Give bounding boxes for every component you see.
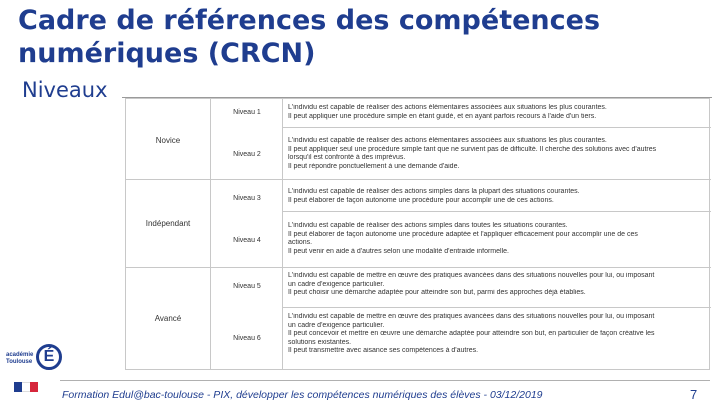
column-divider bbox=[210, 99, 211, 369]
description-line: actions. bbox=[288, 239, 313, 247]
level-description bbox=[288, 188, 706, 205]
row-divider bbox=[126, 267, 711, 268]
row-divider bbox=[282, 127, 711, 128]
level-label: Niveau 2 bbox=[233, 151, 261, 158]
level-description bbox=[288, 313, 706, 356]
level-description bbox=[288, 272, 706, 298]
level-description bbox=[288, 104, 706, 121]
description-line: L'individu est capable de mettre en œuvre des pratiques avancées dans des situations nouvelles pour lui, ou imposant bbox=[288, 313, 655, 320]
description-line: solutions existantes. bbox=[288, 338, 352, 346]
description-line: L'individu est capable de réaliser des actions simples dans toutes les situations courantes. bbox=[288, 222, 568, 229]
footer-text: Formation Edul@bac-toulouse - PIX, développer les compétences numériques des élèves - 03/12/2019 bbox=[62, 389, 543, 401]
level-label: Niveau 4 bbox=[233, 237, 261, 244]
row-divider bbox=[282, 307, 711, 308]
french-flag-icon bbox=[14, 382, 38, 392]
level-description bbox=[288, 222, 706, 256]
description-line: L'individu est capable de réaliser des actions élémentaires associées aux situations les plus courantes. bbox=[288, 104, 607, 111]
description-line: Il peut concevoir et mettre en œuvre une démarche adaptée pour atteindre son but, en particulier de façon créative les bbox=[288, 330, 655, 338]
description-line: Il peut appliquer une procédure simple en étant guidé, et en ayant parfois recours à l'aide d'un tiers. bbox=[288, 112, 597, 120]
description-line: L'individu est capable de réaliser des actions simples dans la plupart des situations courantes. bbox=[288, 188, 580, 195]
column-divider bbox=[282, 99, 283, 369]
levels-table bbox=[125, 98, 710, 370]
description-line: un cadre d'exigence particulier. bbox=[288, 321, 385, 329]
level-label: Niveau 3 bbox=[233, 195, 261, 202]
description-line: Il peut choisir une démarche adaptée pour atteindre son but, parmi des approches déjà établies. bbox=[288, 289, 586, 297]
academie-e-icon: É bbox=[36, 344, 62, 370]
page-number: 7 bbox=[690, 387, 698, 402]
description-line: Il peut élaborer de façon autonome une procédure adaptée et l'appliquer efficacement pour accomplir une de ces bbox=[288, 230, 638, 238]
row-divider bbox=[126, 179, 711, 180]
description-line: Il peut transmettre avec aisance ses compétences à d'autres. bbox=[288, 347, 479, 355]
description-line: L'individu est capable de réaliser des actions élémentaires associées aux situations les plus courantes. bbox=[288, 137, 607, 144]
category-avance: Avancé bbox=[154, 314, 182, 323]
description-line: Il peut élaborer de façon autonome une procédure pour accomplir une de ces actions. bbox=[288, 196, 554, 204]
category-novice: Novice bbox=[155, 136, 181, 145]
row-divider bbox=[282, 211, 711, 212]
level-description bbox=[288, 137, 706, 171]
description-line: L'individu est capable de mettre en œuvre des pratiques avancées dans des situations nouvelles pour lui, ou imposant bbox=[288, 272, 655, 279]
academie-logo-text: académie Toulouse bbox=[6, 352, 34, 365]
slide-title: Cadre de références des compétences numériques (CRCN) bbox=[18, 5, 601, 69]
description-line: Il peut venir en aide à d'autres selon une modalité d'entraide informelle. bbox=[288, 247, 509, 255]
description-line: un cadre d'exigence particulier. bbox=[288, 280, 385, 288]
level-label: Niveau 6 bbox=[233, 335, 261, 342]
description-line: Il peut répondre ponctuellement à une demande d'aide. bbox=[288, 162, 460, 170]
category-independant: Indépendant bbox=[145, 219, 191, 228]
description-line: lorsqu'il est confronté à des imprévus. bbox=[288, 154, 406, 162]
level-label: Niveau 1 bbox=[233, 109, 261, 116]
level-label: Niveau 5 bbox=[233, 283, 261, 290]
slide-subtitle: Niveaux bbox=[22, 78, 108, 102]
description-line: Il peut appliquer seul une procédure simple tant que ne survient pas de difficulté. Il cherche des solutions avec d'autres bbox=[288, 145, 657, 153]
